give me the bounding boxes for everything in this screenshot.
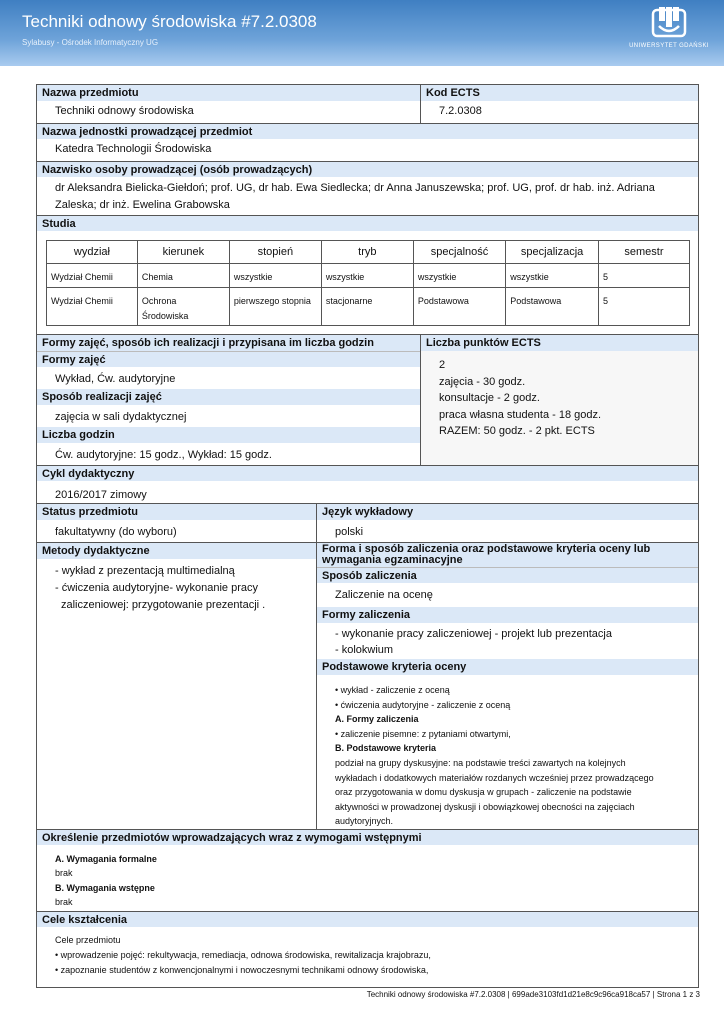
status-label: Status przedmiotu <box>37 504 316 520</box>
criteria-line: aktywności w prowadzonej dyskusji i obowiązkowej obecności na zajęciach <box>335 801 635 812</box>
table-cell: pierwszego stopnia <box>229 288 321 326</box>
status-value: fakultatywny (do wyboru) <box>55 526 177 538</box>
methods-item: - ćwiczenia audytoryjne- wykonanie pracy <box>55 582 258 594</box>
status-row <box>37 503 698 542</box>
assessment-method-value: Zaliczenie na ocenę <box>335 589 433 601</box>
col-specjalizacja: specjalizacja <box>506 241 599 264</box>
prerequisites-label: Określenie przedmiotów wprowadzających wraz z wymogami wstępnymi <box>37 829 698 845</box>
methods-row <box>37 542 698 829</box>
forms-row <box>37 334 698 465</box>
assessment-method-label: Sposób zaliczenia <box>317 567 698 583</box>
prerequisites-heading: A. Wymagania formalne <box>55 853 157 864</box>
language-label: Język wykładowy <box>317 504 698 520</box>
table-cell: wszystkie <box>506 264 599 288</box>
ects-code-value: 7.2.0308 <box>439 105 482 117</box>
course-name-cell <box>37 85 421 123</box>
page-header <box>0 0 724 66</box>
table-cell: Chemia <box>137 264 229 288</box>
ects-code-cell <box>421 85 698 123</box>
col-wydzial: wydział <box>47 241 138 264</box>
assessment-forms-list <box>317 623 698 659</box>
course-name-label: Nazwa przedmiotu <box>37 85 420 101</box>
ects-points-line: konsultacje - 2 godz. <box>439 392 540 404</box>
table-cell: wszystkie <box>229 264 321 288</box>
assessment-cell <box>317 543 698 829</box>
criteria-label: Podstawowe kryteria oceny <box>317 659 698 675</box>
table-cell: Wydział Chemii <box>47 264 138 288</box>
forms-cell <box>37 335 421 465</box>
table-cell: Podstawowa <box>506 288 599 326</box>
class-forms-value: Wykład, Ćw. audytoryjne <box>55 373 176 385</box>
syllabus-document <box>36 84 699 988</box>
assessment-forms-item: - wykonanie pracy zaliczeniowej - projekt lub prezentacja <box>335 628 612 640</box>
assessment-forms-item: - kolokwium <box>335 644 394 656</box>
realization-label: Sposób realizacji zajęć <box>37 389 420 405</box>
table-cell: Podstawowa <box>413 288 505 326</box>
methods-item: - wykład z prezentacją multimedialną <box>55 565 235 577</box>
unit-label: Nazwa jednostki prowadzącej przedmiot <box>37 123 698 139</box>
criteria-line: podział na grupy dyskusyjne: na podstawie treści zawartych na kolejnych <box>335 757 626 768</box>
lecturers-label: Nazwisko osoby prowadzącej (osób prowadzących) <box>37 161 698 177</box>
table-cell: 5 <box>598 264 689 288</box>
col-kierunek: kierunek <box>137 241 229 264</box>
ects-code-label: Kod ECTS <box>421 85 698 101</box>
criteria-line: • ćwiczenia audytoryjne - zaliczenie z oceną <box>335 699 511 710</box>
studies-label: Studia <box>37 215 698 231</box>
criteria-heading: A. Formy zaliczenia <box>335 714 419 725</box>
course-name-value: Techniki odnowy środowiska <box>55 105 194 117</box>
hours-label: Liczba godzin <box>37 427 420 443</box>
prerequisites-heading: B. Wymagania wstępne <box>55 882 155 893</box>
prerequisites-value: brak <box>55 868 73 879</box>
prerequisites-list <box>37 845 698 911</box>
lecturers-value: dr Aleksandra Bielicka-Giełdoń; prof. UG, dr hab. Ewa Siedlecka; dr Anna Januszewska; prof. UG, prof. dr hab. inż. Adriana Zaleska; dr inż. Ewelina Grabowska <box>55 182 655 211</box>
criteria-line: oraz przygotowania w domu dyskusja w grupach - zaliczenie na podstawie <box>335 787 632 798</box>
ects-points-line: 2 <box>439 359 446 371</box>
page-subtitle: Sylabusy - Ośrodek Informatyczny UG <box>22 38 159 47</box>
course-row <box>37 85 698 123</box>
assessment-forms-label: Formy zaliczenia <box>317 607 698 623</box>
page-title: Techniki odnowy środowiska #7.2.0308 <box>22 12 317 31</box>
table-cell: stacjonarne <box>321 288 413 326</box>
language-value: polski <box>335 526 364 538</box>
col-tryb: tryb <box>321 241 413 264</box>
table-row <box>47 288 690 326</box>
criteria-line: audytoryjnych. <box>335 816 394 827</box>
criteria-heading: B. Podstawowe kryteria <box>335 743 437 754</box>
criteria-line: wykładach i dodatkowych materiałów rozdanych wcześniej przez prowadzącego <box>335 772 654 783</box>
class-forms-label: Formy zajęć <box>37 351 420 367</box>
page-footer: Techniki odnowy środowiska #7.2.0308 | 699ade3103fd1d21e8c9c96ca918ca57 | Strona 1 z 3 <box>366 990 700 999</box>
objectives-line: • wprowadzenie pojęć: rekultywacja, remediacja, odnowa środowiska, rewitalizacja krajobrazu, <box>55 949 431 960</box>
status-cell <box>37 504 317 542</box>
unit-value: Katedra Technologii Środowiska <box>55 143 212 155</box>
criteria-line: • zaliczenie pisemne: z pytaniami otwartymi, <box>335 728 511 739</box>
realization-value: zajęcia w sali dydaktycznej <box>55 411 187 423</box>
criteria-line: • wykład - zaliczenie z oceną <box>335 685 450 695</box>
col-specjalnosc: specjalność <box>413 241 505 264</box>
objectives-line: • zapoznanie studentów z konwencjonalnymi i nowoczesnymi technikami odnowy środowiska, <box>55 964 429 975</box>
table-cell: 5 <box>598 288 689 326</box>
table-cell: wszystkie <box>321 264 413 288</box>
objectives-line: Cele przedmiotu <box>55 934 121 945</box>
objectives-list <box>37 927 698 987</box>
language-cell <box>317 504 698 542</box>
forms-header: Formy zajęć, sposób ich realizacji i przypisana im liczba godzin <box>37 335 420 351</box>
table-cell: Ochrona Środowiska <box>137 288 229 326</box>
studies-header-row <box>47 241 690 264</box>
ects-points-line: praca własna studenta - 18 godz. <box>439 408 602 421</box>
table-cell: wszystkie <box>413 264 505 288</box>
assessment-label: Forma i sposób zaliczenia oraz podstawowe kryteria oceny lub wymagania egzaminacyjne <box>317 543 698 567</box>
table-cell: Wydział Chemii <box>47 288 138 326</box>
university-crest-icon <box>651 6 687 40</box>
methods-cell <box>37 543 317 829</box>
criteria-list <box>317 675 698 829</box>
hours-value: Ćw. audytoryjne: 15 godz., Wykład: 15 godz. <box>55 449 272 461</box>
col-stopien: stopień <box>229 241 321 264</box>
methods-list <box>37 559 316 614</box>
university-logo <box>625 6 713 54</box>
ects-points-line: zajęcia - 30 godz. <box>439 375 526 388</box>
ects-points-line: RAZEM: 50 godz. - 2 pkt. ECTS <box>439 425 595 437</box>
ects-points-cell <box>421 335 698 465</box>
studies-table <box>46 240 690 326</box>
ects-points-list <box>421 351 698 440</box>
ects-points-label: Liczba punktów ECTS <box>421 335 698 351</box>
methods-label: Metody dydaktyczne <box>37 543 316 559</box>
table-row <box>47 264 690 288</box>
cycle-label: Cykl dydaktyczny <box>37 465 698 481</box>
methods-item: zaliczeniowej: przygotowanie prezentacji . <box>61 599 266 611</box>
objectives-label: Cele kształcenia <box>37 911 698 927</box>
cycle-value: 2016/2017 zimowy <box>55 489 147 501</box>
university-name: UNIWERSYTET GDAŃSKI <box>629 43 709 49</box>
col-semestr: semestr <box>598 241 689 264</box>
prerequisites-value: brak <box>55 897 73 908</box>
